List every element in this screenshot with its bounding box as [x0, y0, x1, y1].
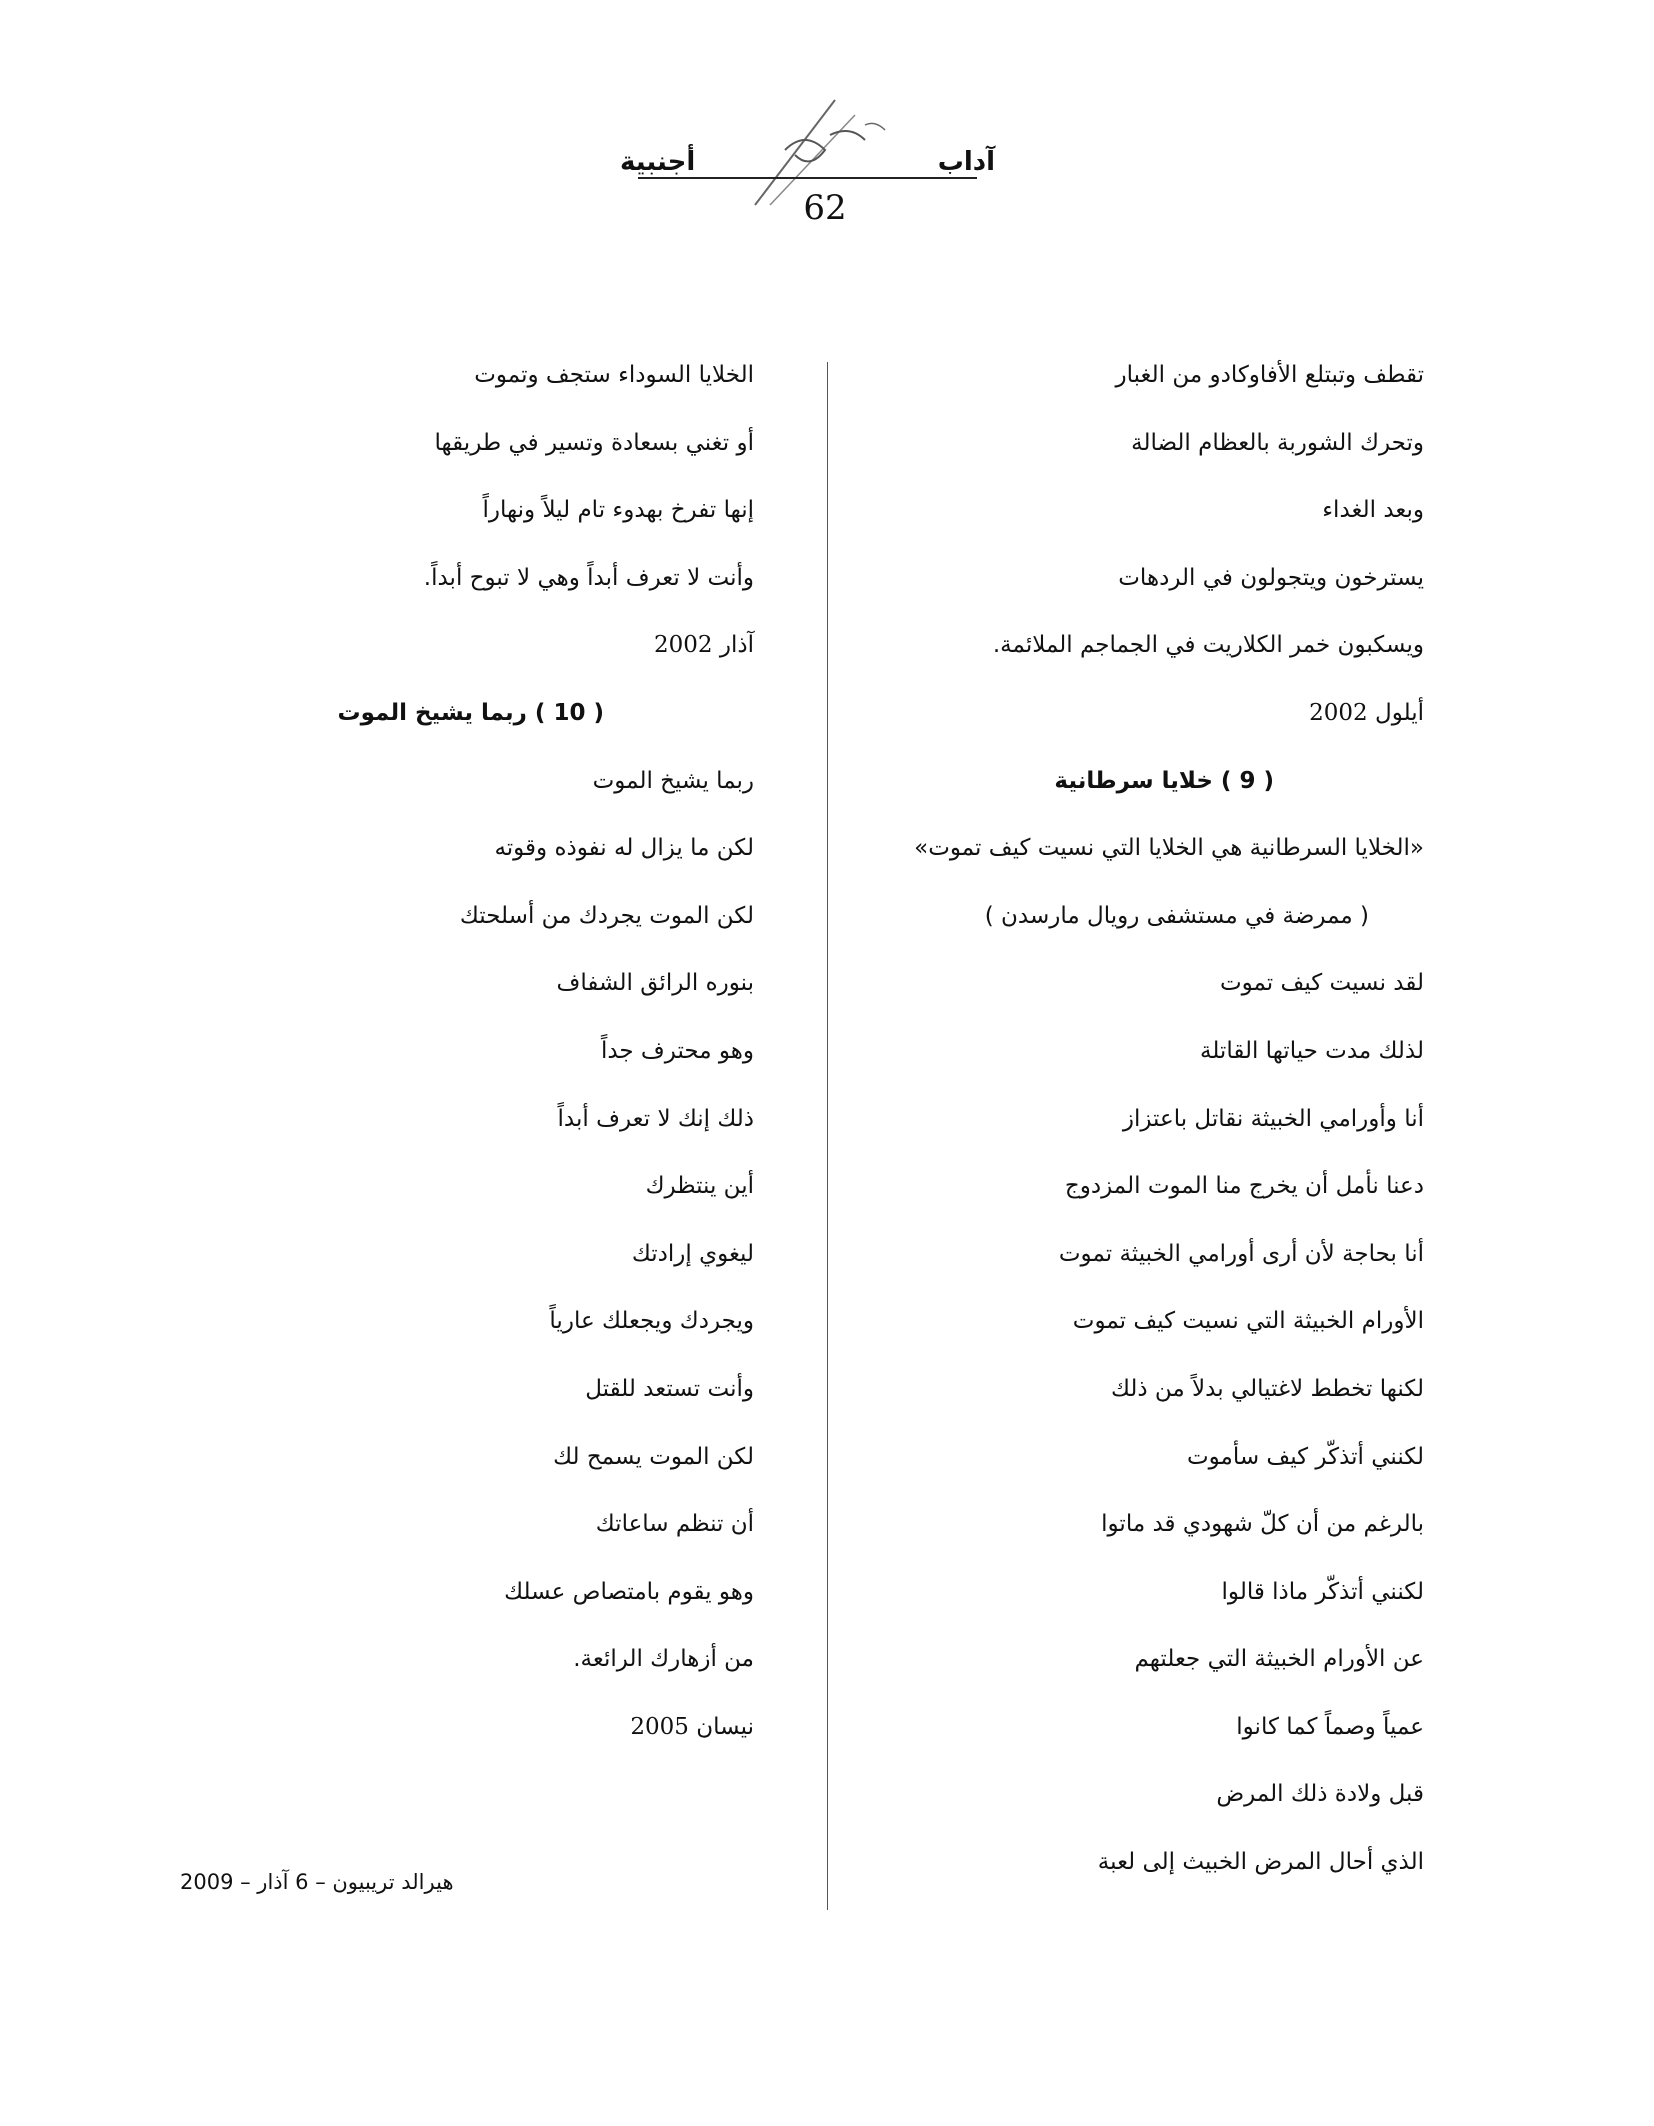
left-column [194, 355, 754, 1774]
poem-line: عمياً وصماً كما كانوا [1236, 1713, 1424, 1740]
poem-line: لكنني أتذكّر ماذا قالوا [1221, 1578, 1424, 1605]
poem-line: أن تنظم ساعاتك [595, 1511, 754, 1538]
poem-line: لكن ما يزال له نفوذه وقوته [494, 835, 754, 862]
poem-line: لكنها تخطط لاغتيالي بدلاً من ذلك [1110, 1375, 1424, 1402]
poem-heading: ( 9 ) خلايا سرطانية [1054, 767, 1274, 794]
source-footer: هيرالد تريبيون – 6 آذار – 2009 [180, 1870, 454, 1894]
poem-line: لقد نسيت كيف تموت [1219, 970, 1424, 997]
poem-epigraph-source: ( ممرضة في مستشفى رويال مارسدن ) [984, 902, 1369, 929]
poem-line: لذلك مدت حياتها القاتلة [1199, 1037, 1424, 1064]
poem-line: دعنا نأمل أن يخرج منا الموت المزدوج [1064, 1173, 1424, 1200]
poem-line: وهو محترف جداً [600, 1037, 754, 1064]
poem-line: عن الأورام الخبيثة التي جعلتهم [1134, 1646, 1424, 1673]
poem-line: ليغوي إرادتك [631, 1240, 754, 1267]
poem-line: ربما يشيخ الموت [592, 767, 754, 794]
right-column [864, 355, 1424, 1910]
poem-line: أين ينتظرك [645, 1173, 754, 1200]
poem-line: ذلك إنك لا تعرف أبداً [557, 1105, 754, 1132]
header-rule [638, 177, 977, 179]
poem-line: الخلايا السوداء ستجف وتموت [474, 362, 754, 388]
header-word-foreign: أجنبية [620, 147, 696, 177]
poem-line: بنوره الرائق الشفاف [556, 970, 754, 997]
poem-line: وأنت تستعد للقتل [585, 1375, 754, 1402]
header-word-literature: آداب [937, 147, 995, 177]
poem-line: الأورام الخبيثة التي نسيت كيف تموت [1072, 1308, 1424, 1335]
poem-heading: ( 10 ) ربما يشيخ الموت [337, 699, 604, 726]
poem-line: من أزهارك الرائعة. [573, 1646, 754, 1673]
poem-line: وهو يقوم بامتصاص عسلك [504, 1578, 754, 1605]
poem-date: آذار 2002 [654, 632, 754, 659]
poem-date: نيسان 2005 [630, 1713, 754, 1740]
poem-line: تقطف وتبتلع الأفاوكادو من الغبار [1115, 362, 1424, 388]
poem-line: إنها تفرخ بهدوء تام ليلاً ونهاراً [482, 497, 754, 524]
poem-line: يسترخون ويتجولون في الردهات [1118, 564, 1424, 591]
poem-line: قبل ولادة ذلك المرض [1216, 1781, 1424, 1808]
poem-line: ويسكبون خمر الكلاريت في الجماجم الملائمة. [992, 632, 1424, 659]
poem-line: ويجردك ويجعلك عارياً [549, 1308, 754, 1335]
poem-line: أنا وأورامي الخبيثة نقاتل باعتزاز [1122, 1105, 1424, 1132]
poem-line: وتحرك الشوربة بالعظام الضالة [1131, 429, 1424, 456]
poem-line: بالرغم من أن كلّ شهودي قد ماتوا [1101, 1511, 1424, 1538]
page-number: 62 [803, 188, 847, 228]
column-divider [827, 362, 828, 1910]
poem-line: وأنت لا تعرف أبداً وهي لا تبوح أبداً. [423, 564, 754, 591]
poem-epigraph: «الخلايا السرطانية هي الخلايا التي نسيت كيف تموت» [914, 835, 1424, 862]
poem-line: لكن الموت يسمح لك [553, 1443, 754, 1470]
poem-line: الذي أحال المرض الخبيث إلى لعبة [1097, 1849, 1424, 1876]
poem-line: أو تغني بسعادة وتسير في طريقها [434, 429, 754, 456]
poem-line: لكن الموت يجردك من أسلحتك [459, 902, 754, 929]
poem-line: لكنني أتذكّر كيف سأموت [1186, 1443, 1424, 1470]
poem-line: وبعد الغداء [1322, 497, 1424, 524]
poem-date: أيلول 2002 [1309, 699, 1424, 726]
poem-line: أنا بحاجة لأن أرى أورامي الخبيثة تموت [1058, 1240, 1424, 1267]
